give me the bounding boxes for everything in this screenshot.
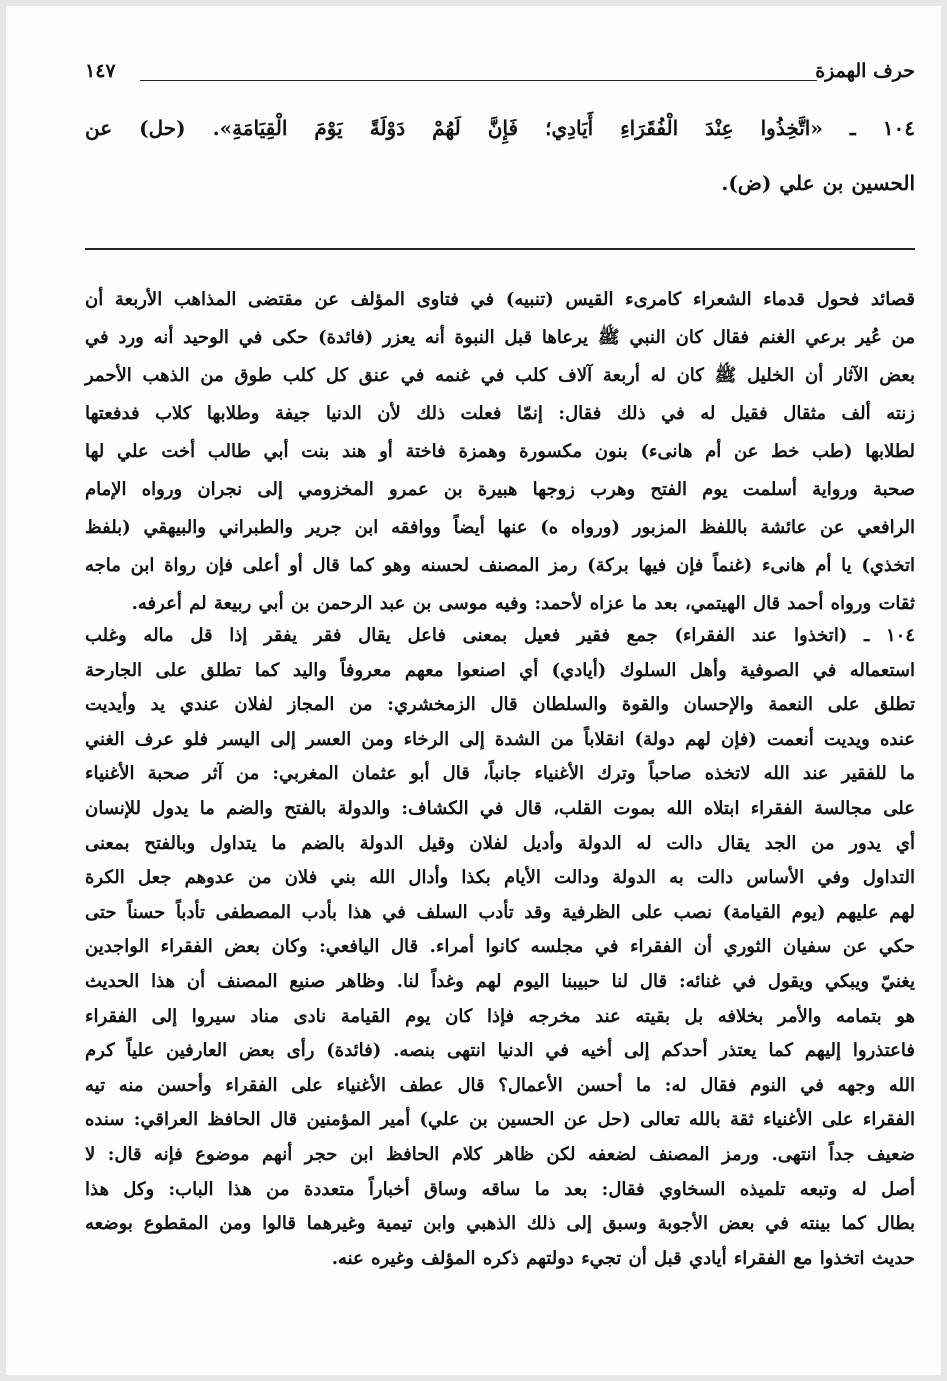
commentary-line: اتخذي) يا أم هانىء (غنماً فإن فيها بركة) رمز المصنف لحسنه وهو كما قال أو أعلى فإن رواة ابن ماجه	[85, 555, 915, 576]
commentary-line: لهم عليهم (يوم القيامة) نصب على الظرفية وقد تأدب السلف في هذا بأدب المصطفى تأدباً حسناً حتى	[85, 901, 915, 923]
commentary-line: زنته ألف مثقال فقيل له في ذلك فقال: إنمّا فعلت ذلك لأن الدنيا جيفة وطلابها كلاب فدفعتها	[85, 403, 915, 424]
commentary-line: عنده ويديت أنعمت (فإن لهم دولة) انقلاباً من الشدة إلى الرخاء ومن العسر إلى اليسر فلو عرف الغني	[85, 728, 915, 750]
commentary-line: ما للفقير عند الله لاتخذه صاحباً وترك الأغنياء جانباً، قال أبو عثمان المغربي: من آثر صحبة الأغنياء	[85, 763, 915, 785]
commentary-line: قصائد فحول قدماء الشعراء كامرىء القيس (تنبيه) في فتاوى المؤلف عن مقتضى المذاهب الأربعة أن	[85, 289, 915, 310]
chapter-title: حرف الهمزة	[815, 60, 915, 82]
commentary-line: الله وجهه في النوم فقال له: ما أحسن الأعمال؟ قال عطف الأغنياء على الفقراء وأحسن منه تيه	[85, 1074, 915, 1096]
commentary-line: بطال كما بينته في بعض الأجوبة وسبق إلى ذلك الذهبي وابن تيمية وغيرهما قالوا ومن المقطوع بوضعه	[85, 1213, 915, 1235]
commentary-line: بعض الآثار أن الخليل ﷺ كان له أربعة آلاف كلب في غنمه في عنق كل كلب طوق من الذهب الأحمر	[85, 365, 915, 386]
commentary-line: ضعيف جداً انتهى. ورمز المصنف لضعفه لكن ظاهر كلام الحافظ ابن حجر أنهم موضوع فإنه قال: لا	[85, 1144, 915, 1165]
commentary-line: الفقراء على الأغنياء ثقة بالله تعالى (حل عن الحسين بن علي) أمير المؤمنين قال الحافظ العراقي: سنده	[85, 1109, 915, 1131]
footnote-separator	[85, 248, 915, 250]
commentary-line: من عُير برعي الغنم فقال كان النبي ﷺ يرعاها قبل النبوة أنه يعزر (فائدة) حكى في الوحيد أنه ورد في	[85, 327, 915, 348]
commentary-line: ثقات ورواه أحمد قال الهيتمي، بعد ما عزاه لأحمد: وفيه موسى بن عبد الرحمن بن أبي ربيعة لم أعرفه.	[131, 593, 915, 614]
commentary-line: استعماله في الصوفية وأهل السلوك (أيادي) أي اصنعوا معهم معروفاً واليد كما تطلق على الجارحة	[85, 659, 915, 681]
commentary-line: تطلق على النعمة والإحسان والقوة والسلطان قال الزمخشري: من المجاز لفلان عندي يد وأيديت	[85, 694, 915, 716]
running-header	[85, 60, 915, 90]
commentary-line: هو بتمامه والأمر بخلافه بل بقيته عند مخرجه فإذا كان يوم القيامة نادى مناد سيروا إلى الفقراء	[85, 1005, 915, 1027]
commentary-line: على مجالسة الفقراء ابتلاه الله بموت القلب، قال في الكشاف: والدولة بالفتح والضم ما يدول للإنسان	[85, 798, 915, 819]
commentary-line: حديث اتخذوا مع الفقراء أيادي قبل أن تجيء دولتهم ذكره المؤلف وغيره عنه.	[331, 1247, 915, 1269]
commentary-line: يغنيّ ويبكي ويقول في غنائه: قال لنا حبيبنا اليوم لهم وغداً لنا. وظاهر صنيع المصنف أن هذا الحديث	[85, 971, 915, 992]
page-number: ١٤٧	[85, 60, 116, 82]
commentary-line: لطلابها (طب خط عن أم هانىء) بنون مكسورة وهمزة فاختة أو هند بنت أبي طالب أخت علي لها	[85, 441, 915, 462]
commentary-line: التداول وفي الأساس دالت به الدولة ودالت الأيام بكذا وأدال الله بني فلان من عدوهم جعل الكرة	[85, 867, 915, 889]
commentary-line: أصل له وتبعه تلميذه السخاوي فقال: بعد ما ساقه وساق أخباراً متعددة من هذا الباب: وكل هذا	[85, 1178, 915, 1200]
hadith-line: ١٠٤ ـ «اتَّخِذُوا عِنْدَ الْفُقَرَاءِ أَيَادِي؛ فَإِنَّ لَهُمْ دَوْلَةً يَوْمَ الْقِيَامَةِ». (حل) عن	[85, 116, 915, 140]
commentary-line: فاعتذروا إليهم كما يعتذر أحدكم إلى أخيه في الدنيا انتهى بنصه. (فائدة) رأى بعض العارفين علياً كرم	[85, 1040, 915, 1062]
hadith-line: الحسين بن علي (ض).	[721, 171, 915, 195]
commentary-line: الرافعي عن عائشة باللفظ المزبور (ورواه ه) عنها أيضاً ووافقه ابن جرير والطبراني والبيهقي (بلفظ	[85, 517, 915, 538]
commentary-line: ١٠٤ ـ (اتخذوا عند الفقراء) جمع فقير فعيل بمعنى فاعل يقال فقر يفقر إذا قل ماله وغلب	[85, 625, 915, 646]
header-rule	[140, 80, 817, 81]
commentary-line: حكي عن سفيان الثوري أن الفقراء في مجلسه كانوا أمراء. قال اليافعي: وكان بعض الفقراء الواجدين	[85, 936, 915, 958]
commentary-line: أي يدور من الجد يقال دالت له الدولة وأديل لفلان وقيل الدولة بالضم ما يتداول وبالفتح بمعنى	[85, 832, 915, 854]
commentary-line: صحبة ورواية أسلمت يوم الفتح وهرب زوجها هبيرة بن عمرو المخزومي إلى نجران ورواه الإمام	[85, 479, 915, 500]
